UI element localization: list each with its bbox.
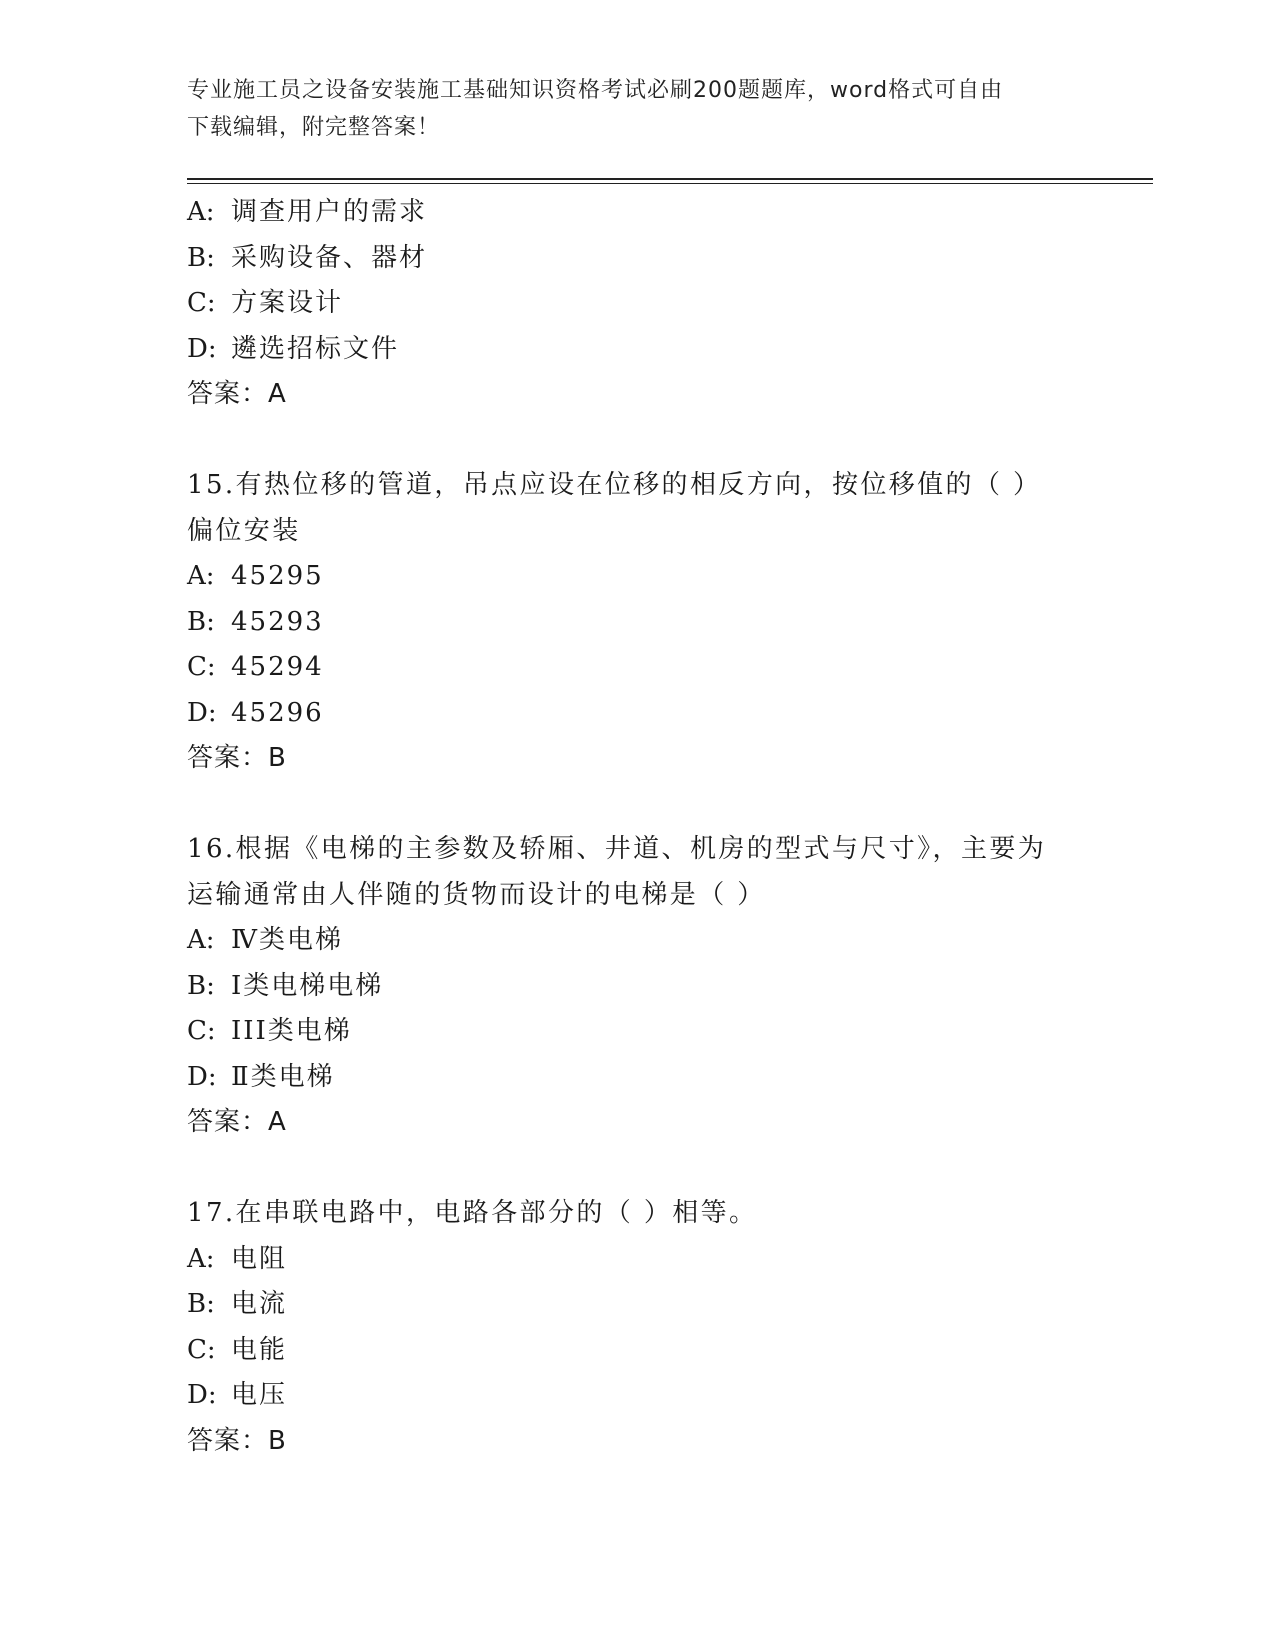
option-letter: C: <box>187 652 216 682</box>
option-d <box>187 1373 1087 1419</box>
option-letter: B: <box>187 1289 215 1319</box>
option-c <box>187 1009 1087 1055</box>
option-a <box>187 554 1087 600</box>
option-b <box>187 600 1087 646</box>
option-text: 电能 <box>231 1334 288 1365</box>
option-d <box>187 691 1087 737</box>
question-16 <box>187 827 1087 1146</box>
option-text: 45294 <box>231 652 324 682</box>
answer-line: 答案：A <box>187 379 287 409</box>
option-letter: A: <box>187 925 215 955</box>
option-d <box>187 327 1087 373</box>
document-header <box>187 72 1067 146</box>
question-list <box>187 190 1087 1464</box>
option-letter: B: <box>187 970 215 1001</box>
option-letter: A: <box>187 561 215 591</box>
question-text-line-1: 16.根据《电梯的主参数及轿厢、井道、机房的型式与尺寸》，主要为 <box>187 834 1047 864</box>
spacer <box>187 782 1087 828</box>
answer-line: 答案：B <box>187 743 287 773</box>
option-letter: B: <box>187 606 215 637</box>
question-text-line-1: 17.在串联电路中，电路各部分的（ ）相等。 <box>187 1198 758 1228</box>
option-text: 45296 <box>231 697 324 728</box>
option-text: III类电梯 <box>231 1016 352 1046</box>
option-text: 45293 <box>231 606 324 637</box>
question-text-line-1: 15.有热位移的管道，吊点应设在位移的相反方向，按位移值的（ ） <box>187 470 1042 500</box>
option-b <box>187 236 1087 282</box>
header-line-1: 专业施工员之设备安装施工基础知识资格考试必刷200题题库，word格式可自由 <box>187 78 1004 103</box>
option-c <box>187 1328 1087 1374</box>
option-b <box>187 964 1087 1010</box>
option-letter: C: <box>187 1016 216 1046</box>
spacer <box>187 1146 1087 1192</box>
header-line-2: 下载编辑，附完整答案！ <box>187 115 441 140</box>
question-text-line-2: 运输通常由人伴随的货物而设计的电梯是（ ） <box>187 879 766 910</box>
option-text: Ⅱ类电梯 <box>231 1061 335 1092</box>
header-divider-thin <box>187 183 1153 184</box>
option-letter: C: <box>187 1334 216 1365</box>
option-a <box>187 918 1087 964</box>
question-17 <box>187 1191 1087 1464</box>
option-text: 45295 <box>231 561 324 591</box>
option-letter: B: <box>187 242 215 273</box>
option-text: 调查用户的需求 <box>231 197 428 227</box>
option-letter: A: <box>187 197 215 227</box>
option-text: 电流 <box>231 1289 288 1319</box>
option-text: 方案设计 <box>231 288 344 318</box>
answer-line: 答案：B <box>187 1425 287 1456</box>
option-text: 电阻 <box>231 1243 288 1274</box>
option-c <box>187 645 1087 691</box>
option-letter: D: <box>187 1380 217 1410</box>
option-letter: D: <box>187 1061 217 1092</box>
option-letter: D: <box>187 333 217 364</box>
question-15 <box>187 463 1087 782</box>
option-letter: A: <box>187 1243 215 1274</box>
option-letter: C: <box>187 288 216 318</box>
question-14 <box>187 190 1087 418</box>
header-divider-thick <box>187 178 1153 180</box>
option-text: 遴选招标文件 <box>231 333 400 364</box>
answer-line: 答案：A <box>187 1107 287 1137</box>
option-text: 电压 <box>231 1380 288 1410</box>
option-text: Ⅰ类电梯电梯 <box>231 970 384 1001</box>
option-letter: D: <box>187 697 217 728</box>
option-text: 采购设备、器材 <box>231 242 428 273</box>
option-text: Ⅳ类电梯 <box>231 925 343 955</box>
option-a <box>187 1237 1087 1283</box>
option-b <box>187 1282 1087 1328</box>
option-d <box>187 1055 1087 1101</box>
question-text-line-2: 偏位安装 <box>187 515 301 546</box>
option-c <box>187 281 1087 327</box>
option-a <box>187 190 1087 236</box>
spacer <box>187 418 1087 464</box>
